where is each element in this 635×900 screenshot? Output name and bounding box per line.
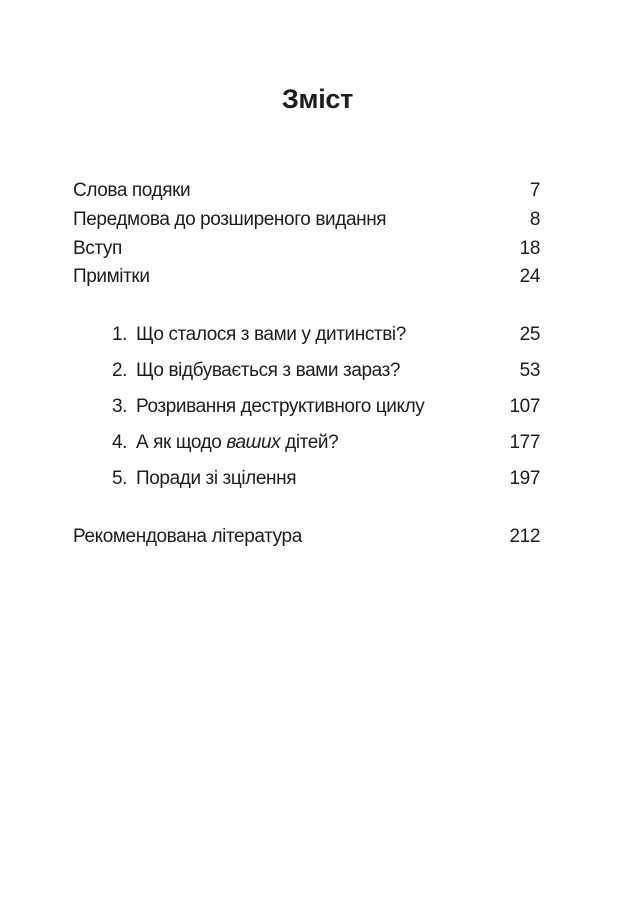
toc-entry <box>73 264 540 290</box>
chapter-number: 2. <box>112 360 128 381</box>
chapter-title-part: А як щодо <box>136 432 227 453</box>
chapter-title-part: дітей? <box>280 432 339 453</box>
page-title: Зміст <box>281 84 354 114</box>
toc-chapter-entry <box>73 430 540 456</box>
chapter-title: Що відбувається з вами зараз? <box>136 360 401 381</box>
toc-entry-label: Примітки <box>73 266 150 287</box>
chapter-title <box>136 430 338 456</box>
toc-entry <box>73 178 540 204</box>
toc-entry-page: 18 <box>519 238 540 259</box>
toc-chapter-entry <box>73 358 540 384</box>
toc-chapter-entry <box>73 466 540 492</box>
chapter-title: Що сталося з вами у дитинстві? <box>136 324 406 345</box>
toc-entry-page: 25 <box>519 324 540 345</box>
chapter-title-emphasis: ваших <box>226 432 281 453</box>
chapter-number: 1. <box>112 324 128 345</box>
toc-entry-page: 7 <box>529 180 540 201</box>
chapter-number: 4. <box>112 432 128 453</box>
chapter-number: 5. <box>112 468 128 489</box>
toc-entry <box>73 524 540 550</box>
toc-entry-label: Передмова до розширеного видання <box>73 209 387 230</box>
toc-entry-page: 53 <box>519 360 540 381</box>
toc-entry-label: Рекомендована література <box>73 526 302 547</box>
toc-entry-page: 212 <box>509 526 540 547</box>
toc-entry-page: 107 <box>509 396 540 417</box>
toc-entry <box>73 236 540 262</box>
toc-entry-page: 197 <box>509 468 540 489</box>
toc-entry-label: Вступ <box>73 238 122 259</box>
chapter-title: Поради зі зцілення <box>136 468 297 489</box>
toc-entry-label: Слова подяки <box>73 180 191 201</box>
chapter-number: 3. <box>112 396 128 417</box>
chapter-title: Розривання деструктивного циклу <box>136 396 425 417</box>
toc-entry-page: 177 <box>509 432 540 453</box>
toc-entry-page: 24 <box>519 266 540 287</box>
toc-entry-page: 8 <box>529 209 540 230</box>
toc-chapter-entry <box>73 322 540 348</box>
toc-entry <box>73 207 540 233</box>
toc-chapter-entry <box>73 394 540 420</box>
